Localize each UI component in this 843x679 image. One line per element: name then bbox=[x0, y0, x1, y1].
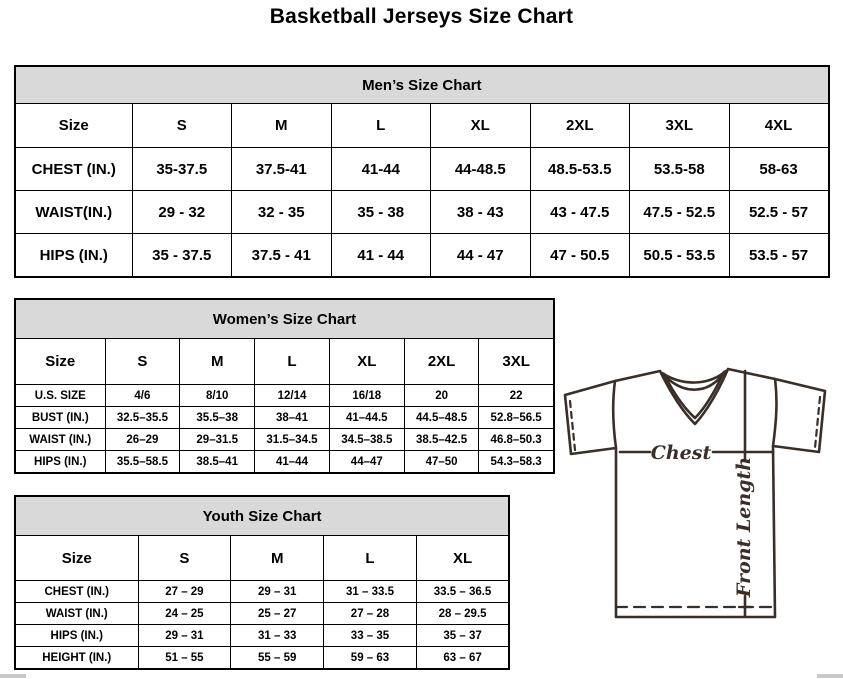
size-value-cell: 59 – 63 bbox=[324, 647, 417, 670]
size-value-cell: 29 – 31 bbox=[231, 581, 324, 603]
size-column-header: S bbox=[105, 339, 180, 385]
size-column-header: L bbox=[324, 536, 417, 581]
size-column-header: 3XL bbox=[479, 339, 554, 385]
size-value-cell: 8/10 bbox=[180, 385, 255, 407]
size-value-cell: 47–50 bbox=[404, 451, 479, 474]
table-row bbox=[15, 234, 829, 278]
size-value-cell: 41-44 bbox=[331, 148, 431, 191]
size-header-label: Size bbox=[15, 104, 132, 148]
size-value-cell: 46.8–50.3 bbox=[479, 429, 554, 451]
size-value-cell: 29–31.5 bbox=[180, 429, 255, 451]
table-row bbox=[15, 385, 554, 407]
size-value-cell: 38 - 43 bbox=[431, 191, 531, 234]
size-value-cell: 52.5 - 57 bbox=[729, 191, 829, 234]
jersey-outline-drawing bbox=[558, 364, 836, 630]
size-value-cell: 16/18 bbox=[329, 385, 404, 407]
size-column-header: M bbox=[231, 536, 324, 581]
size-value-cell: 43 - 47.5 bbox=[530, 191, 630, 234]
size-value-cell: 35 – 37 bbox=[416, 625, 509, 647]
size-value-cell: 38.5–41 bbox=[180, 451, 255, 474]
size-value-cell: 38.5–42.5 bbox=[404, 429, 479, 451]
mens-chart-title: Men’s Size Chart bbox=[15, 66, 829, 104]
size-value-cell: 31 – 33 bbox=[231, 625, 324, 647]
size-column-header: XL bbox=[431, 104, 531, 148]
row-label: CHEST (IN.) bbox=[15, 581, 138, 603]
size-column-header: L bbox=[331, 104, 431, 148]
size-value-cell: 51 – 55 bbox=[138, 647, 231, 670]
table-row bbox=[15, 625, 509, 647]
size-value-cell: 12/14 bbox=[255, 385, 330, 407]
size-value-cell: 41–44 bbox=[255, 451, 330, 474]
size-column-header: 2XL bbox=[404, 339, 479, 385]
size-value-cell: 35-37.5 bbox=[132, 148, 232, 191]
horizontal-scrollbar-fragment-right[interactable] bbox=[817, 674, 843, 678]
size-value-cell: 29 – 31 bbox=[138, 625, 231, 647]
size-column-header: S bbox=[138, 536, 231, 581]
size-value-cell: 41 - 44 bbox=[331, 234, 431, 278]
size-value-cell: 55 – 59 bbox=[231, 647, 324, 670]
size-value-cell: 38–41 bbox=[255, 407, 330, 429]
size-value-cell: 20 bbox=[404, 385, 479, 407]
size-column-header: L bbox=[255, 339, 330, 385]
size-value-cell: 48.5-53.5 bbox=[530, 148, 630, 191]
size-value-cell: 41–44.5 bbox=[329, 407, 404, 429]
table-row bbox=[15, 451, 554, 474]
size-column-header: XL bbox=[329, 339, 404, 385]
size-value-cell: 29 - 32 bbox=[132, 191, 232, 234]
size-value-cell: 35 - 37.5 bbox=[132, 234, 232, 278]
womens-chart-title: Women’s Size Chart bbox=[15, 299, 554, 339]
jersey-measurement-diagram bbox=[558, 364, 836, 630]
size-value-cell: 24 – 25 bbox=[138, 603, 231, 625]
size-value-cell: 33 – 35 bbox=[324, 625, 417, 647]
size-column-header: XL bbox=[416, 536, 509, 581]
size-value-cell: 44.5–48.5 bbox=[404, 407, 479, 429]
size-value-cell: 4/6 bbox=[105, 385, 180, 407]
right-sleeve-outline bbox=[773, 379, 825, 452]
row-label: CHEST (IN.) bbox=[15, 148, 132, 191]
table-row bbox=[15, 407, 554, 429]
row-label: WAIST(IN.) bbox=[15, 191, 132, 234]
size-value-cell: 35.5–58.5 bbox=[105, 451, 180, 474]
size-header-label: Size bbox=[15, 339, 105, 385]
size-value-cell: 31 – 33.5 bbox=[324, 581, 417, 603]
size-value-cell: 47 - 50.5 bbox=[530, 234, 630, 278]
size-value-cell: 25 – 27 bbox=[231, 603, 324, 625]
size-column-header: 4XL bbox=[729, 104, 829, 148]
table-row bbox=[15, 647, 509, 670]
row-label: HIPS (IN.) bbox=[15, 234, 132, 278]
size-value-cell: 44-48.5 bbox=[431, 148, 531, 191]
size-value-cell: 26–29 bbox=[105, 429, 180, 451]
size-value-cell: 37.5-41 bbox=[232, 148, 332, 191]
size-value-cell: 50.5 - 53.5 bbox=[630, 234, 730, 278]
size-column-header: 2XL bbox=[530, 104, 630, 148]
size-value-cell: 52.8–56.5 bbox=[479, 407, 554, 429]
mens-size-chart-table bbox=[14, 65, 830, 278]
size-value-cell: 32.5–35.5 bbox=[105, 407, 180, 429]
row-label: WAIST (IN.) bbox=[15, 603, 138, 625]
horizontal-scrollbar-fragment-left[interactable] bbox=[0, 674, 26, 678]
size-value-cell: 58-63 bbox=[729, 148, 829, 191]
womens-size-chart-table bbox=[14, 298, 555, 474]
row-label: HEIGHT (IN.) bbox=[15, 647, 138, 670]
row-label: WAIST (IN.) bbox=[15, 429, 105, 451]
table-row bbox=[15, 191, 829, 234]
chest-measure-label: Chest bbox=[650, 442, 712, 464]
size-value-cell: 35.5–38 bbox=[180, 407, 255, 429]
size-value-cell: 32 - 35 bbox=[232, 191, 332, 234]
size-value-cell: 47.5 - 52.5 bbox=[630, 191, 730, 234]
size-value-cell: 22 bbox=[479, 385, 554, 407]
youth-size-chart-table bbox=[14, 495, 510, 670]
size-value-cell: 33.5 – 36.5 bbox=[416, 581, 509, 603]
size-column-header: S bbox=[132, 104, 232, 148]
page-title: Basketball Jerseys Size Chart bbox=[269, 5, 574, 28]
front-length-measure-label: Front Length bbox=[733, 456, 755, 598]
row-label: HIPS (IN.) bbox=[15, 451, 105, 474]
size-value-cell: 44–47 bbox=[329, 451, 404, 474]
table-row bbox=[15, 429, 554, 451]
size-value-cell: 34.5–38.5 bbox=[329, 429, 404, 451]
size-value-cell: 31.5–34.5 bbox=[255, 429, 330, 451]
size-value-cell: 63 – 67 bbox=[416, 647, 509, 670]
size-value-cell: 27 – 28 bbox=[324, 603, 417, 625]
size-value-cell: 27 – 29 bbox=[138, 581, 231, 603]
size-value-cell: 35 - 38 bbox=[331, 191, 431, 234]
table-row bbox=[15, 581, 509, 603]
size-column-header: 3XL bbox=[630, 104, 730, 148]
size-column-header: M bbox=[232, 104, 332, 148]
row-label: BUST (IN.) bbox=[15, 407, 105, 429]
table-row bbox=[15, 148, 829, 191]
size-value-cell: 37.5 - 41 bbox=[232, 234, 332, 278]
size-value-cell: 28 – 29.5 bbox=[416, 603, 509, 625]
size-column-header: M bbox=[180, 339, 255, 385]
size-value-cell: 44 - 47 bbox=[431, 234, 531, 278]
size-value-cell: 53.5 - 57 bbox=[729, 234, 829, 278]
size-value-cell: 54.3–58.3 bbox=[479, 451, 554, 474]
youth-chart-title: Youth Size Chart bbox=[15, 496, 509, 536]
size-value-cell: 53.5-58 bbox=[630, 148, 730, 191]
row-label: HIPS (IN.) bbox=[15, 625, 138, 647]
size-header-label: Size bbox=[15, 536, 138, 581]
row-label: U.S. SIZE bbox=[15, 385, 105, 407]
table-row bbox=[15, 603, 509, 625]
